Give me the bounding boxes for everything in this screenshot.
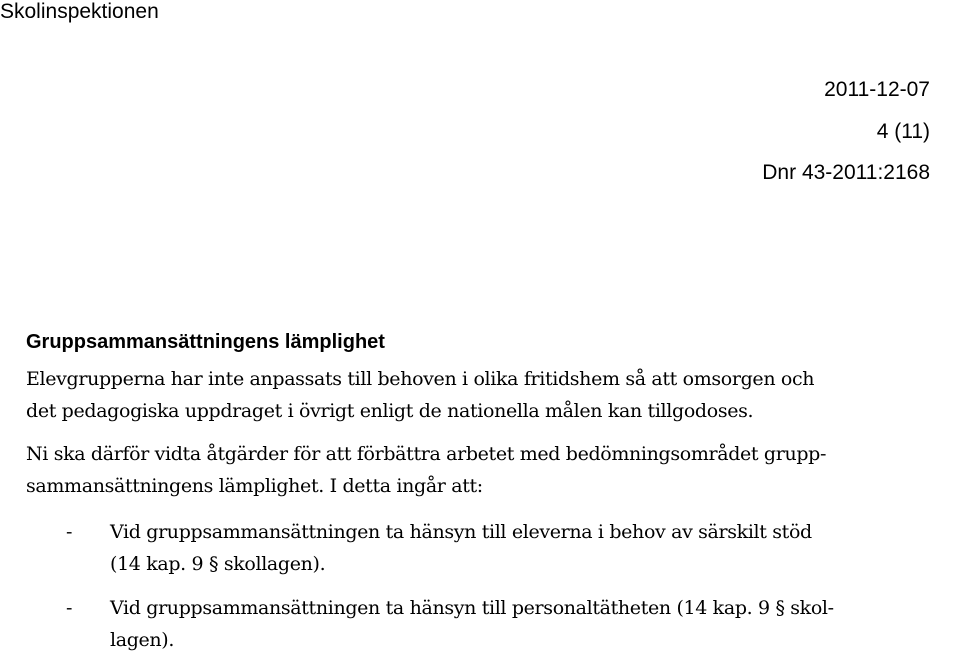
list-item-line: (14 kap. 9 § skollagen).: [110, 553, 326, 575]
paragraph-requirement: [26, 438, 931, 502]
document-date: 2011-12-07: [824, 78, 930, 101]
paragraph-line: sammansättningens lämplighet. I detta ingår att:: [26, 475, 483, 497]
list-item-text: [110, 592, 940, 656]
paragraph-findings: [26, 363, 926, 427]
paragraph-line: det pedagogiska uppdraget i övrigt enligt de nationella målen kan tillgodoses.: [26, 400, 754, 422]
list-marker: -: [66, 597, 73, 619]
section-heading: Gruppsammansättningens lämplighet: [26, 331, 385, 353]
list-item-line: Vid gruppsammansättningen ta hänsyn till personaltätheten (14 kap. 9 § skol-: [110, 597, 834, 619]
page-number: 4 (11): [876, 120, 930, 143]
list-item-text: [110, 516, 940, 580]
list-marker: -: [66, 521, 73, 543]
diary-number: Dnr 43-2011:2168: [762, 161, 930, 184]
organization-name: Skolinspektionen: [0, 0, 159, 23]
list-item-line: lagen).: [110, 629, 175, 651]
paragraph-line: Elevgrupperna har inte anpassats till behoven i olika fritidshem så att omsorgen och: [26, 368, 815, 390]
paragraph-line: Ni ska därför vidta åtgärder för att förbättra arbetet med bedömningsområdet grupp-: [26, 443, 827, 465]
list-item-line: Vid gruppsammansättningen ta hänsyn till eleverna i behov av särskilt stöd: [110, 521, 812, 543]
